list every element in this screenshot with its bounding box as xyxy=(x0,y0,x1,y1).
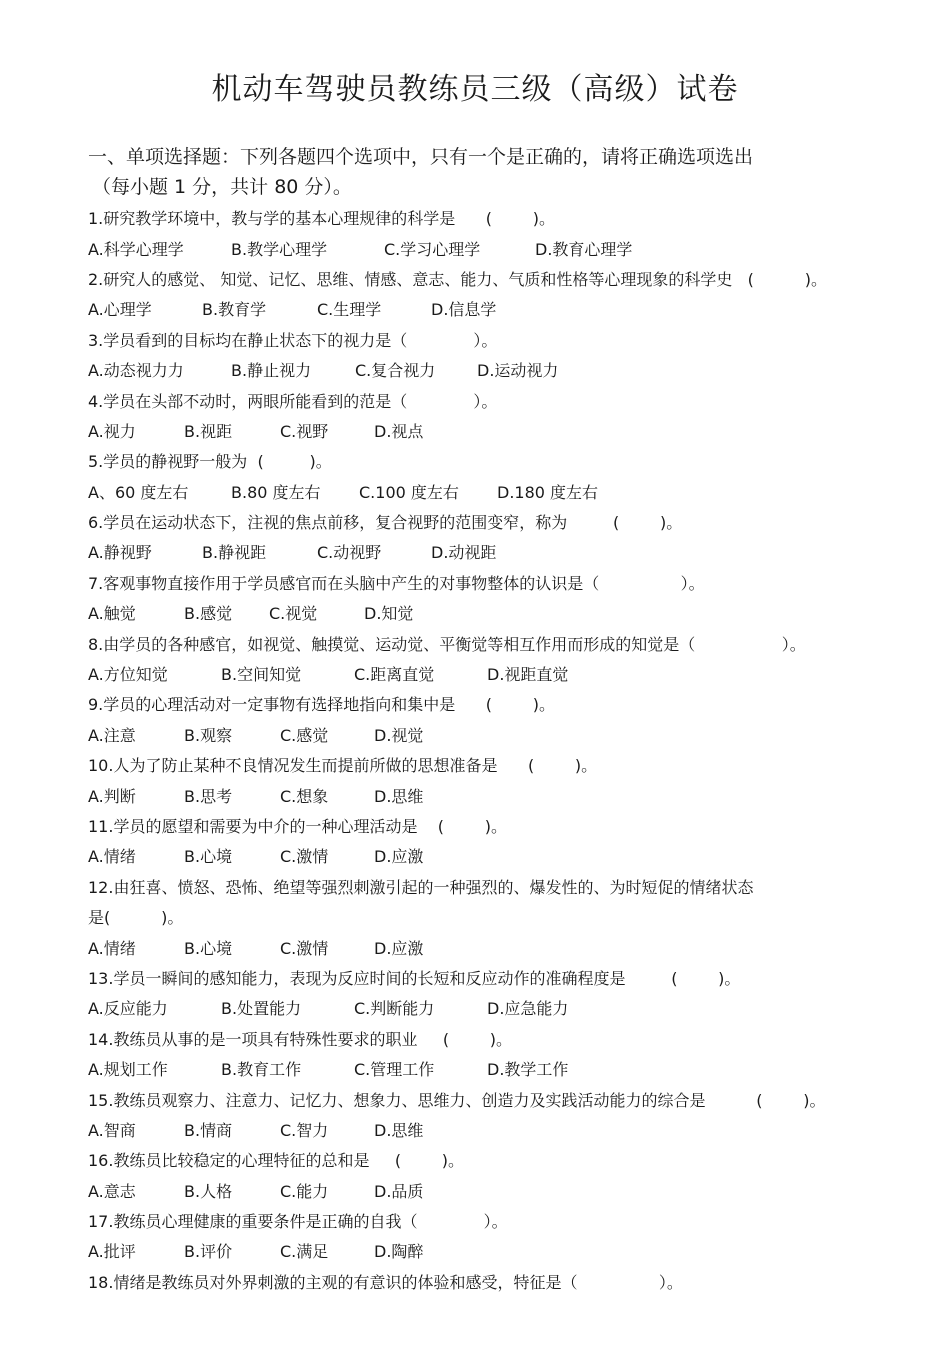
answer-option: D.应激 xyxy=(374,847,424,867)
answer-option: B.视距 xyxy=(184,421,233,441)
answer-option: A.视力 xyxy=(88,421,136,441)
answer-option: C.判断能力 xyxy=(354,999,435,1019)
answer-option: B.思考 xyxy=(184,786,233,806)
question-stem: 18.情绪是教练员对外界刺激的主观的有意识的体验和感受，特征是（ ）。 xyxy=(88,1272,683,1292)
answer-option: D.思维 xyxy=(374,786,424,806)
option-row xyxy=(88,1116,888,1146)
answer-option: C.学习心理学 xyxy=(384,239,481,259)
question-stem: 9.学员的心理活动对一定事物有选择地指向和集中是 ( )。 xyxy=(88,695,555,715)
option-row xyxy=(88,599,888,629)
answer-option: D.教育心理学 xyxy=(535,239,633,259)
answer-option: C.激情 xyxy=(280,938,329,958)
question-stem: 6.学员在运动状态下，注视的焦点前移，复合视野的范围变窄，称为 ( )。 xyxy=(88,513,683,533)
question-item xyxy=(88,508,888,569)
answer-option: B.心境 xyxy=(184,938,233,958)
option-row xyxy=(88,478,888,508)
page-title: 机动车驾驶员教练员三级（高级）试卷 xyxy=(211,72,739,107)
answer-option: D.视距直觉 xyxy=(487,665,569,685)
answer-option: C.激情 xyxy=(280,847,329,867)
question-stem: 4.学员在头部不动时，两眼所能看到的范是（ ）。 xyxy=(88,391,498,411)
question-stem: 2.研究人的感觉、 知觉、记忆、思维、情感、意志、能力、气质和性格等心理现象的科学史 ( )。 xyxy=(88,269,827,289)
option-row xyxy=(88,933,888,963)
answer-option: D.陶醉 xyxy=(374,1242,424,1262)
answer-option: A.情绪 xyxy=(88,847,136,867)
question-stem: 10.人为了防止某种不良情况发生而提前所做的思想准备是 ( )。 xyxy=(88,756,598,776)
answer-option: D.信息学 xyxy=(431,300,497,320)
answer-option: C.复合视力 xyxy=(355,361,436,381)
answer-option: B.80 度左右 xyxy=(231,482,321,502)
answer-option: A.意志 xyxy=(88,1181,136,1201)
answer-option: C.管理工作 xyxy=(354,1060,435,1080)
answer-option: A.反应能力 xyxy=(88,999,168,1019)
question-item xyxy=(88,690,888,751)
answer-option: A.动态视力力 xyxy=(88,361,184,381)
question-list xyxy=(88,204,888,1298)
option-row xyxy=(88,295,888,325)
answer-option: D.应激 xyxy=(374,938,424,958)
option-row xyxy=(88,417,888,447)
answer-option: C.想象 xyxy=(280,786,329,806)
answer-option: A、60 度左右 xyxy=(88,482,189,502)
question-item xyxy=(88,447,888,508)
answer-option: D.品质 xyxy=(374,1181,424,1201)
answer-option: C.视野 xyxy=(280,421,329,441)
question-item xyxy=(88,204,888,265)
question-item xyxy=(88,873,888,964)
answer-option: A.规划工作 xyxy=(88,1060,168,1080)
answer-option: B.评价 xyxy=(184,1242,233,1262)
answer-option: D.视觉 xyxy=(374,725,424,745)
answer-option: A.方位知觉 xyxy=(88,665,168,685)
question-stem: 5.学员的静视野一般为 ( )。 xyxy=(88,452,332,472)
option-row xyxy=(88,994,888,1024)
answer-option: C.感觉 xyxy=(280,725,329,745)
answer-option: B.空间知觉 xyxy=(221,665,302,685)
question-item xyxy=(88,265,888,326)
question-stem: 3.学员看到的目标均在静止状态下的视力是（ ）。 xyxy=(88,330,498,350)
question-stem: 17.教练员心理健康的重要条件是正确的自我（ ）。 xyxy=(88,1212,508,1232)
question-item xyxy=(88,386,888,447)
answer-option: B.处置能力 xyxy=(221,999,302,1019)
answer-option: B.观察 xyxy=(184,725,233,745)
answer-option: D.知觉 xyxy=(364,604,414,624)
question-item xyxy=(88,1146,888,1207)
answer-option: C.能力 xyxy=(280,1181,329,1201)
question-stem: 13.学员一瞬间的感知能力，表现为反应时间的长短和反应动作的准确程度是 ( )。 xyxy=(88,968,741,988)
option-row xyxy=(88,842,888,872)
section-heading xyxy=(88,142,888,202)
option-row xyxy=(88,1177,888,1207)
answer-option: A.触觉 xyxy=(88,604,136,624)
answer-option: B.静止视力 xyxy=(231,361,312,381)
answer-option: A.科学心理学 xyxy=(88,239,184,259)
answer-option: C.动视野 xyxy=(317,543,382,563)
question-item xyxy=(88,326,888,387)
answer-option: B.教育学 xyxy=(202,300,267,320)
answer-option: B.教学心理学 xyxy=(231,239,328,259)
answer-option: D.应急能力 xyxy=(487,999,569,1019)
question-stem: 是( )。 xyxy=(88,908,184,928)
question-item xyxy=(88,629,888,690)
question-item xyxy=(88,569,888,630)
question-stem: 14.教练员从事的是一项具有特殊性要求的职业 ( )。 xyxy=(88,1029,513,1049)
answer-option: C.智力 xyxy=(280,1120,329,1140)
answer-option: D.动视距 xyxy=(431,543,497,563)
option-row xyxy=(88,234,888,264)
answer-option: C.生理学 xyxy=(317,300,382,320)
question-item xyxy=(88,751,888,812)
answer-option: D.运动视力 xyxy=(477,361,559,381)
option-row xyxy=(88,721,888,751)
question-item xyxy=(88,1025,888,1086)
answer-option: D.思维 xyxy=(374,1120,424,1140)
answer-option: D.教学工作 xyxy=(487,1060,569,1080)
question-stem: 11.学员的愿望和需要为中介的一种心理活动是 ( )。 xyxy=(88,817,507,836)
question-item xyxy=(88,1085,888,1146)
answer-option: D.视点 xyxy=(374,421,424,441)
section-instructions-line-1: 一、单项选择题：下列各题四个选项中，只有一个是正确的，请将正确选项选出 xyxy=(88,146,754,168)
option-row xyxy=(88,1237,888,1267)
answer-option: C.距离直觉 xyxy=(354,665,435,685)
option-row xyxy=(88,538,888,568)
question-stem: 16.教练员比较稳定的心理特征的总和是 ( )。 xyxy=(88,1151,465,1171)
answer-option: B.静视距 xyxy=(202,543,267,563)
question-item xyxy=(88,812,888,873)
answer-option: B.感觉 xyxy=(184,604,233,624)
question-item xyxy=(88,1268,888,1298)
question-stem: 12.由狂喜、愤怒、恐怖、绝望等强烈刺激引起的一种强烈的、爆发性的、为时短促的情绪状态 xyxy=(88,877,754,897)
answer-option: A.情绪 xyxy=(88,938,136,958)
option-row xyxy=(88,356,888,386)
question-stem: 15.教练员观察力、注意力、记忆力、想象力、思维力、创造力及实践活动能力的综合是 ( )。 xyxy=(88,1090,826,1110)
answer-option: C.100 度左右 xyxy=(359,482,459,502)
answer-option: B.人格 xyxy=(184,1181,233,1201)
answer-option: C.视觉 xyxy=(269,604,318,624)
answer-option: A.批评 xyxy=(88,1242,136,1262)
question-item xyxy=(88,964,888,1025)
answer-option: A.注意 xyxy=(88,725,136,745)
question-stem: 1.研究教学环境中，教与学的基本心理规律的科学是 ( )。 xyxy=(88,209,555,229)
answer-option: C.满足 xyxy=(280,1242,329,1262)
section-instructions-line-2: （每小题 1 分，共计 80 分）。 xyxy=(92,176,352,198)
question-stem: 7.客观事物直接作用于学员感官而在头脑中产生的对事物整体的认识是（ ）。 xyxy=(88,573,705,593)
option-row xyxy=(88,1055,888,1085)
answer-option: B.心境 xyxy=(184,847,233,867)
answer-option: A.智商 xyxy=(88,1120,136,1140)
answer-option: A.判断 xyxy=(88,786,136,806)
answer-option: A.静视野 xyxy=(88,543,152,563)
answer-option: B.教育工作 xyxy=(221,1060,302,1080)
answer-option: B.情商 xyxy=(184,1120,233,1140)
answer-option: D.180 度左右 xyxy=(497,482,599,502)
question-item xyxy=(88,1207,888,1268)
answer-option: A.心理学 xyxy=(88,300,152,320)
option-row xyxy=(88,660,888,690)
question-stem: 8.由学员的各种感官，如视觉、触摸觉、运动觉、平衡觉等相互作用而形成的知觉是（ ）。 xyxy=(88,634,806,654)
option-row xyxy=(88,781,888,811)
